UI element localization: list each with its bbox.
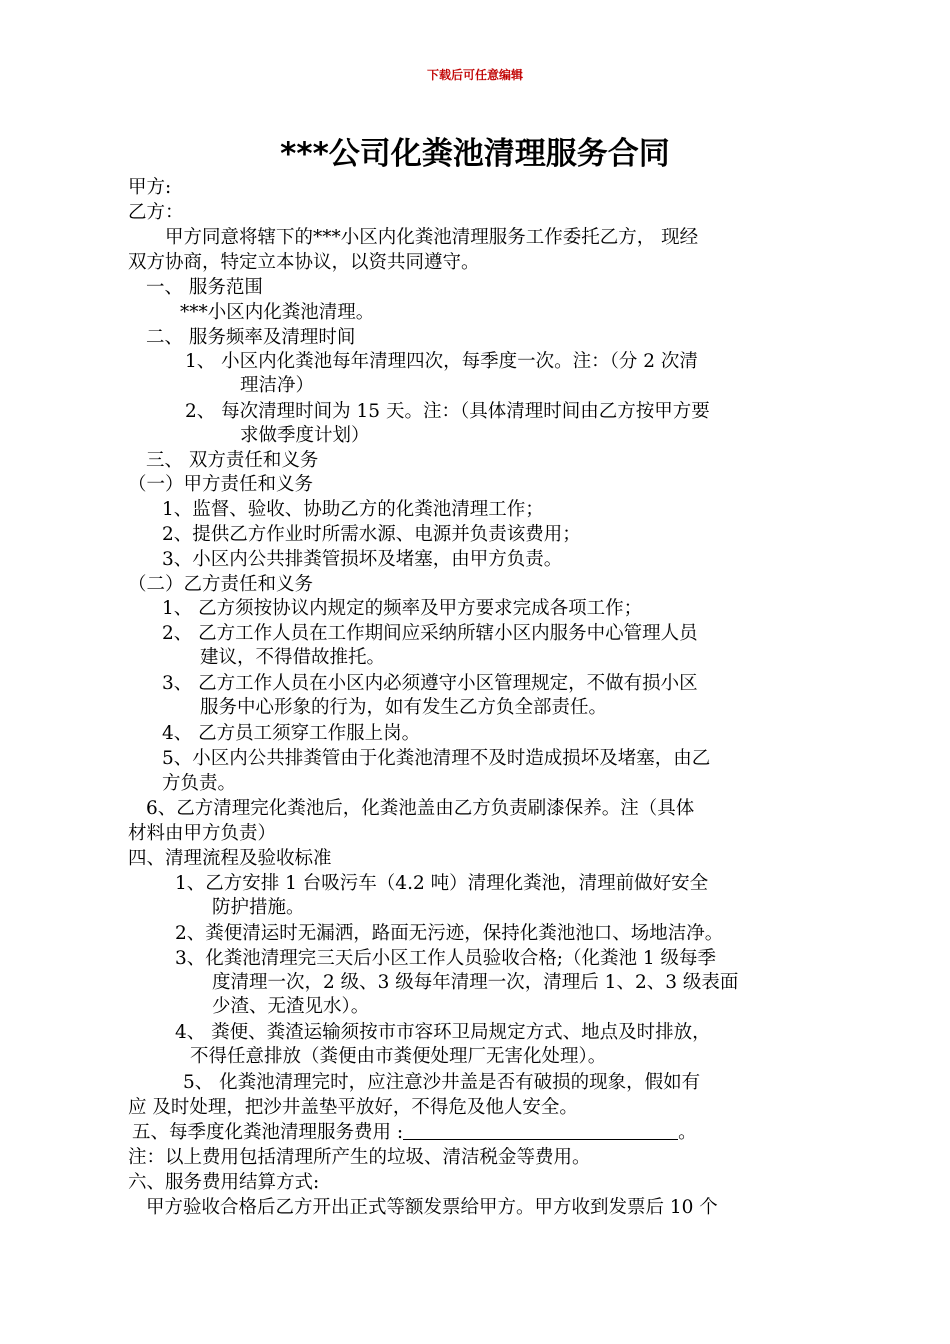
section-6-heading: 六、服务费用结算方式:	[128, 1172, 320, 1193]
section-4-item-1-line-1: 1、乙方安排 1 台吸污车（4.2 吨）清理化粪池，清理前做好安全	[175, 873, 709, 894]
party-b-duty-6-line-1: 6、乙方清理完化粪池后，化粪池盖由乙方负责刷漆保养。注（具体	[146, 798, 695, 819]
fee-blank-field[interactable]	[403, 1121, 678, 1140]
section-4-item-3-line-2: 度清理一次，2 级、3 级每年清理一次，清理后 1、2、3 级表面	[212, 972, 739, 993]
section-2-item-2-line-1: 2、 每次清理时间为 15 天。注：（具体清理时间由乙方按甲方要	[185, 401, 710, 422]
party-b-duty-4: 4、 乙方员工须穿工作服上岗。	[162, 723, 421, 744]
section-2-item-1-line-1: 1、 小区内化粪池每年清理四次，每季度一次。注：（分 2 次清	[185, 351, 698, 372]
section-4-item-3-line-1: 3、化粪池清理完三天后小区工作人员验收合格;（化粪池 1 级每季	[175, 948, 717, 969]
party-a-duty-3: 3、小区内公共排粪管损坏及堵塞，由甲方负责。	[162, 549, 563, 570]
section-3-heading: 三、 双方责任和义务	[146, 450, 319, 471]
section-1-item: ***小区内化粪池清理。	[180, 302, 375, 323]
section-6-text: 甲方验收合格后乙方开出正式等额发票给甲方。甲方收到发票后 10 个	[146, 1197, 718, 1218]
party-b-duty-2-line-2: 建议，不得借故推托。	[200, 647, 386, 668]
party-a-duty-1: 1、监督、验收、协助乙方的化粪池清理工作；	[162, 499, 544, 520]
section-4-item-2: 2、粪便清运时无漏洒，路面无污迹，保持化粪池池口、场地洁净。	[175, 923, 724, 944]
party-a-label: 甲方:	[128, 177, 172, 198]
party-b-duty-5-line-2: 方负责。	[162, 773, 237, 794]
intro-line-1: 甲方同意将辖下的***小区内化粪池清理服务工作委托乙方， 现经	[165, 227, 699, 248]
section-5-heading: 五、每季度化粪池清理服务费用 :	[132, 1122, 404, 1143]
contract-title: ***公司化粪池清理服务合同	[280, 136, 670, 172]
section-4-item-5-line-2: 应 及时处理，把沙井盖垫平放好，不得危及他人安全。	[128, 1097, 578, 1118]
section-2-heading: 二、 服务频率及清理时间	[146, 327, 356, 348]
intro-line-2: 双方协商，特定立本协议，以资共同遵守。	[128, 252, 480, 273]
section-5-tail: 。	[678, 1122, 697, 1143]
party-b-duty-3-line-1: 3、 乙方工作人员在小区内必须遵守小区管理规定，不做有损小区	[162, 673, 698, 694]
fee-note: 注：以上费用包括清理所产生的垃圾、清洁税金等费用。	[128, 1147, 591, 1168]
section-2-item-2-line-2: 求做季度计划）	[240, 425, 370, 446]
party-b-duty-5-line-1: 5、小区内公共排粪管由于化粪池清理不及时造成损坏及堵塞，由乙	[162, 748, 711, 769]
party-b-label: 乙方：	[128, 202, 184, 223]
party-b-duty-1: 1、 乙方须按协议内规定的频率及甲方要求完成各项工作；	[162, 598, 643, 619]
section-4-item-3-line-3: 少渣、无渣见水）。	[212, 996, 370, 1017]
party-b-duty-6-line-2: 材料由甲方负责）	[128, 823, 277, 844]
party-b-duties-heading: （二）乙方责任和义务	[128, 574, 314, 595]
party-a-duties-heading: （一）甲方责任和义务	[128, 474, 314, 495]
section-4-item-4-line-1: 4、 粪便、粪渣运输须按市市容环卫局规定方式、地点及时排放，	[175, 1022, 711, 1043]
header-note: 下载后可任意编辑	[426, 68, 523, 82]
party-b-duty-2-line-1: 2、 乙方工作人员在工作期间应采纳所辖小区内服务中心管理人员	[162, 623, 698, 644]
party-b-duty-3-line-2: 服务中心形象的行为，如有发生乙方负全部责任。	[200, 697, 608, 718]
section-4-item-5-line-1: 5、 化粪池清理完时，应注意沙井盖是否有破损的现象，假如有	[183, 1072, 701, 1093]
section-4-item-4-line-2: 不得任意排放（粪便由市粪便处理厂无害化处理）。	[190, 1046, 607, 1067]
section-1-heading: 一、 服务范围	[146, 277, 263, 298]
party-a-duty-2: 2、提供乙方作业时所需水源、电源并负责该费用；	[162, 524, 581, 545]
section-4-heading: 四、清理流程及验收标准	[128, 848, 332, 869]
section-4-item-1-line-2: 防护措施。	[212, 897, 305, 918]
section-5-fee-line	[132, 1121, 697, 1145]
section-2-item-1-line-2: 理洁净）	[240, 375, 315, 396]
